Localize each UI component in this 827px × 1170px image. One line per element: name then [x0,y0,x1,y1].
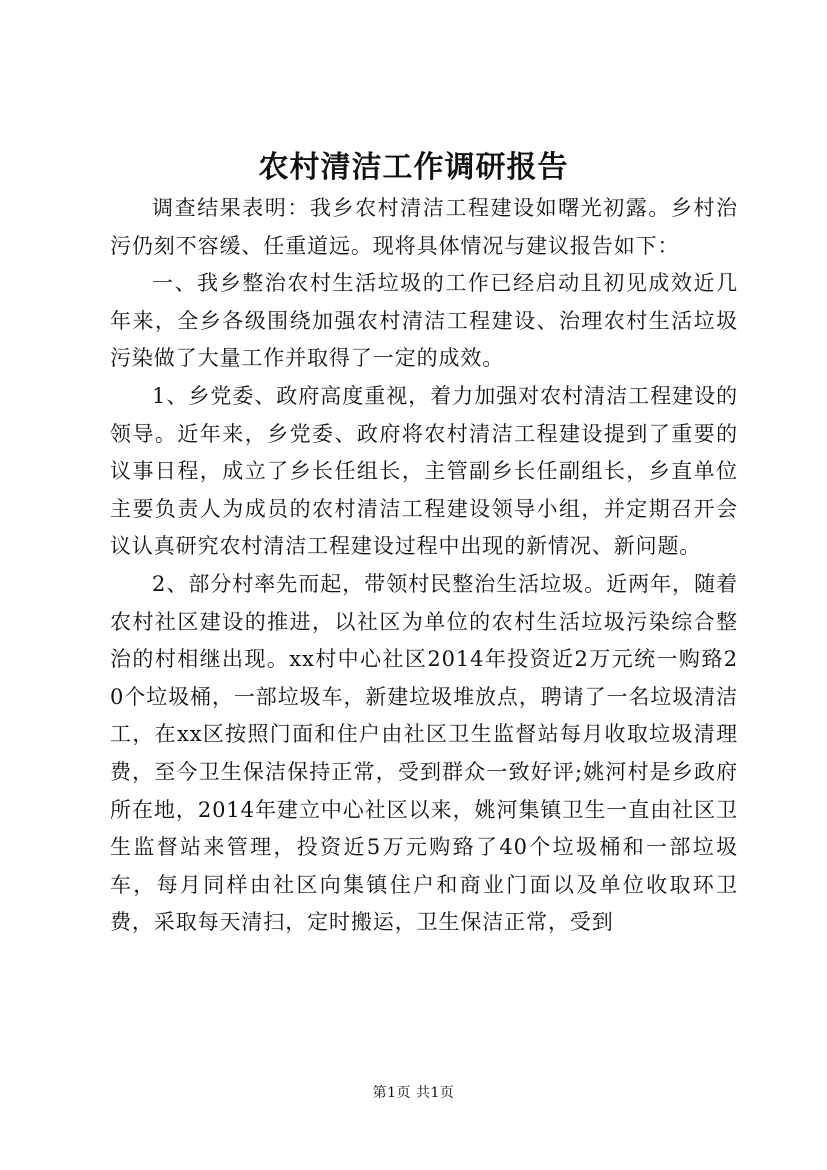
paragraph-item-one: 1、乡党委、政府高度重视，着力加强对农村清洁工程建设的领导。近年来，乡党委、政府将农村清洁工程建设提到了重要的议事日程，成立了乡长任组长，主管副乡长任副组长，乡直单位主要负责人为成员的农村清洁工程建设领导小组，并定期召开会议认真研究农村清洁工程建设过程中出现的新情况、新问题。 [110,383,738,559]
document-body [110,190,738,942]
paragraph-section-one: 一、我乡整治农村生活垃圾的工作已经启动且初见成效近几年来，全乡各级围绕加强农村清洁工程建设、治理农村生活垃圾污染做了大量工作并取得了一定的成效。 [110,271,738,371]
paragraph-intro: 调查结果表明：我乡农村清洁工程建设如曙光初露。乡村治污仍刻不容缓、任重道远。现将具体情况与建议报告如下： [110,196,738,258]
page-number-footer: 第1页 共1页 [372,1085,455,1101]
paragraph-item-two: 2、部分村率先而起，带领村民整治生活垃圾。近两年，随着农村社区建设的推进，以社区为单位的农村生活垃圾污染综合整治的村相继出现。xx村中心社区2014年投资近2万元统一购臵20个垃圾桶，一部垃圾车，新建垃圾堆放点，聘请了一名垃圾清洁工，在xx区按照门面和住户由社区卫生监督站每月收取垃圾清理费，至今卫生保洁保持正常，受到群众一致好评;姚河村是乡政府所在地，2014年建立中心社区以来，姚河集镇卫生一直由社区卫生监督站来管理，投资近5万元购臵了40个垃圾桶和一部垃圾车，每月同样由社区向集镇住户和商业门面以及单位收取环卫费，采取每天清扫，定时搬运，卫生保洁正常，受到 [110,571,738,935]
document-title: 农村清洁工作调研报告 [258,150,569,185]
